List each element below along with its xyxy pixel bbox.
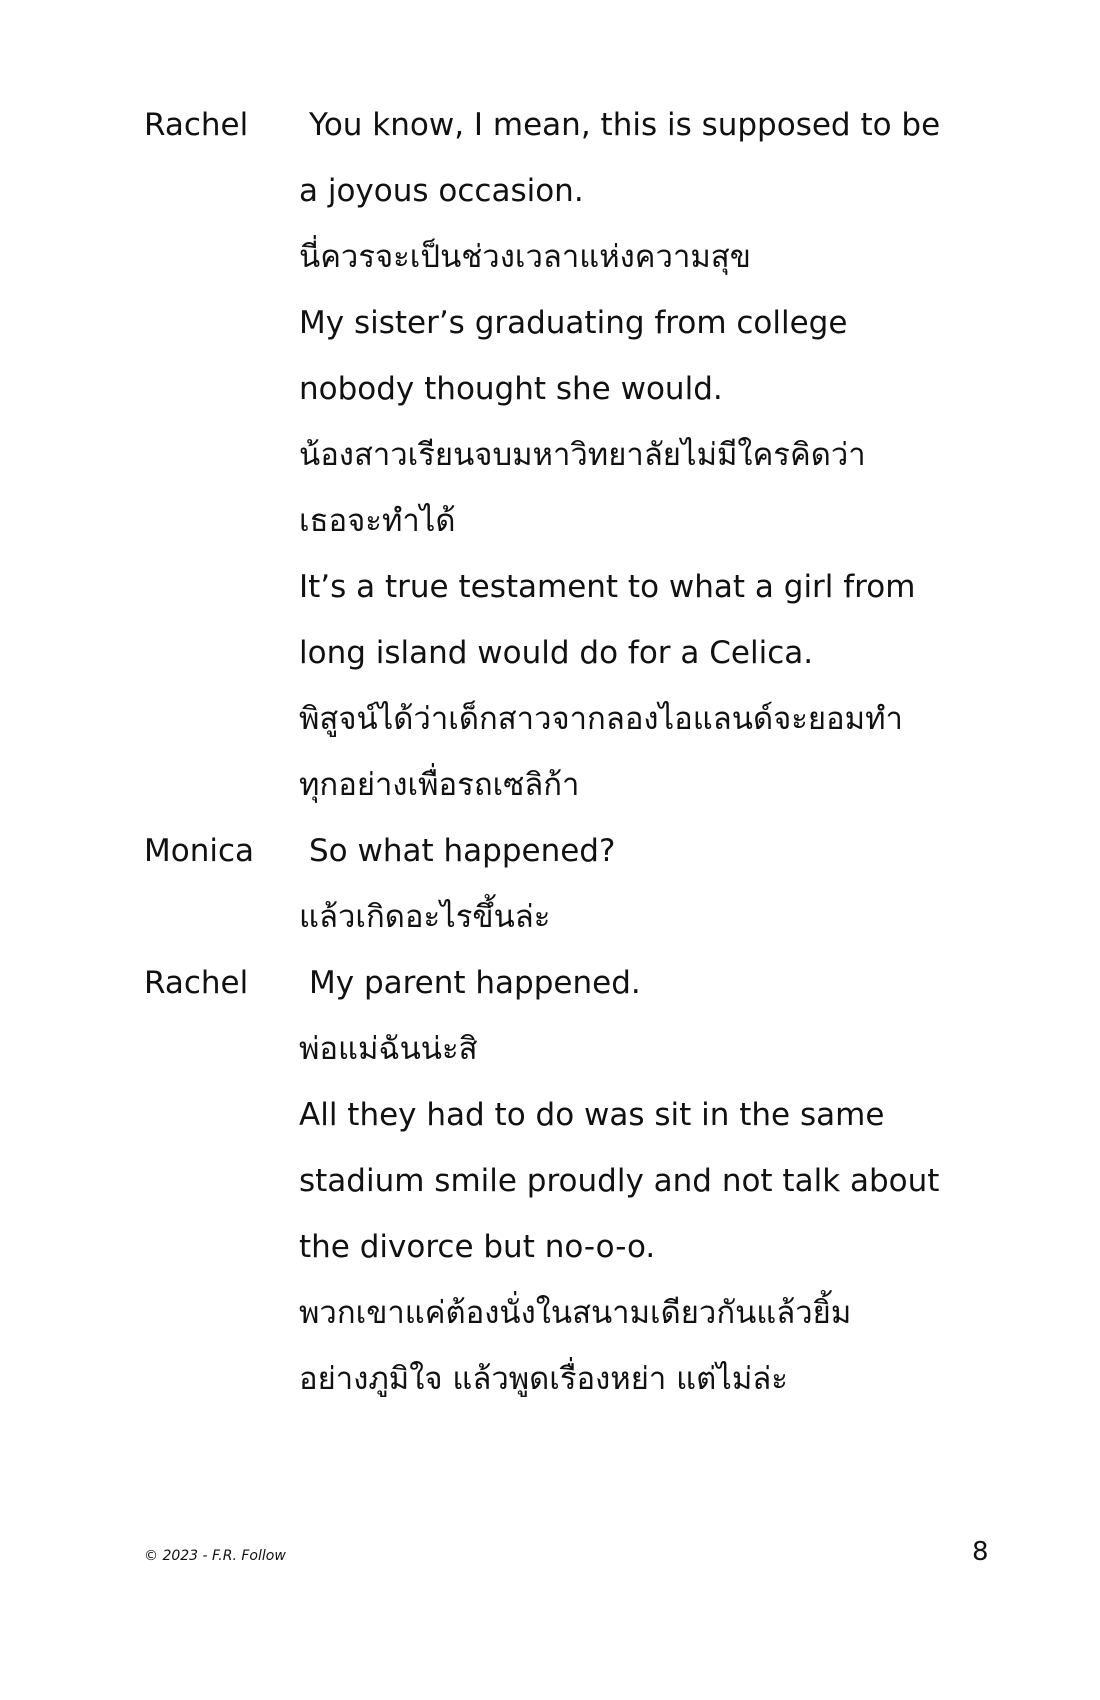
dialogue-line: You know, I mean, this is supposed to be bbox=[309, 107, 941, 143]
dialogue-line-thai: นี่ควรจะเป็นช่วงเวลาแห่งความสุข bbox=[299, 239, 751, 275]
dialogue-line: long island would do for a Celica. bbox=[299, 635, 814, 671]
dialogue-entry bbox=[144, 950, 1024, 1412]
dialogue-line: stadium smile proudly and not talk about bbox=[299, 1163, 940, 1199]
dialogue-line-thai: พ่อแม่ฉันน่ะสิ bbox=[299, 1031, 478, 1067]
dialogue-line: a joyous occasion. bbox=[299, 173, 584, 209]
speaker-name: Monica bbox=[144, 833, 255, 869]
dialogue-line: My sister’s graduating from college bbox=[299, 305, 848, 341]
dialogue bbox=[144, 92, 1024, 1412]
speaker-name: Rachel bbox=[144, 965, 249, 1001]
dialogue-line: the divorce but no-o-o. bbox=[299, 1229, 656, 1265]
copyright-notice: © 2023 - F.R. Follow bbox=[144, 1548, 286, 1564]
dialogue-line: nobody thought she would. bbox=[299, 371, 723, 407]
dialogue-lines bbox=[299, 92, 1024, 818]
dialogue-line: All they had to do was sit in the same bbox=[299, 1097, 885, 1133]
dialogue-line: So what happened? bbox=[309, 833, 616, 869]
dialogue-line: It’s a true testament to what a girl from bbox=[299, 569, 916, 605]
dialogue-line-thai: แล้วเกิดอะไรขึ้นล่ะ bbox=[299, 899, 551, 935]
dialogue-entry bbox=[144, 92, 1024, 818]
dialogue-line-thai: ทุกอย่างเพื่อรถเซลิก้า bbox=[299, 767, 580, 803]
dialogue-line-thai: อย่างภูมิใจ แล้วพูดเรื่องหย่า แต่ไม่ล่ะ bbox=[299, 1361, 788, 1397]
dialogue-line-thai: พวกเขาแค่ต้องนั่งในสนามเดียวกันแล้วยิ้ม bbox=[299, 1295, 852, 1331]
page-number: 8 bbox=[972, 1537, 989, 1567]
dialogue-lines bbox=[299, 818, 1024, 950]
dialogue-line-thai: เธอจะทำได้ bbox=[299, 503, 456, 539]
dialogue-line-thai: พิสูจน์ได้ว่าเด็กสาวจากลองไอแลนด์จะยอมทำ bbox=[299, 701, 903, 737]
speaker-name: Rachel bbox=[144, 107, 249, 143]
dialogue-lines bbox=[299, 950, 1024, 1412]
dialogue-entry bbox=[144, 818, 1024, 950]
dialogue-line-thai: น้องสาวเรียนจบมหาวิทยาลัยไม่มีใครคิดว่า bbox=[299, 437, 866, 473]
dialogue-line: My parent happened. bbox=[309, 965, 641, 1001]
